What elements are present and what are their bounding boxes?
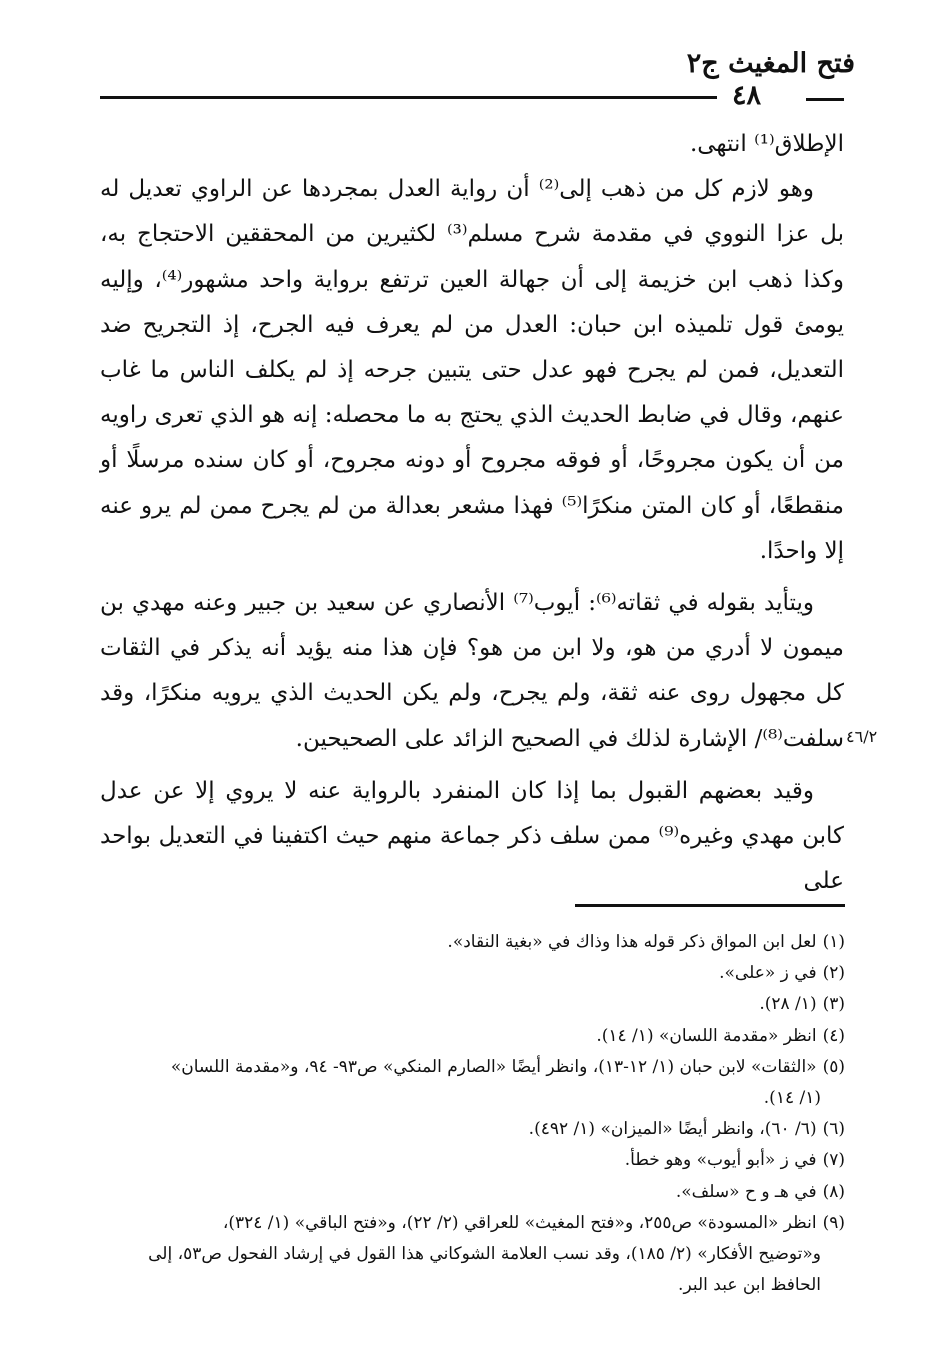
footnote-8 <box>100 1177 845 1208</box>
page-number-rule <box>806 98 844 101</box>
paragraph-1: الإطلاق⁽¹⁾ انتهى. <box>689 131 844 157</box>
footnote-7 <box>100 1145 845 1176</box>
footnote-number: (٣) <box>822 994 845 1015</box>
footnote-5 <box>100 1052 845 1083</box>
footnote-9 <box>100 1208 845 1239</box>
main-text <box>100 122 844 904</box>
paragraph-2: وهو لازم كل من ذهب إلى⁽²⁾ أن رواية العدل بمجردها عن الراوي تعديل له بل عزا النووي في مقدمة شرح مسلم⁽³⁾ لكثيرين من المحققين الاحتجاج به، وكذا ذهب ابن خزيمة إلى أن جهالة العين ترتفع برواية واحد مشهور⁽⁴⁾، وإليه يومئ قول تلميذه ابن حبان: العدل من لم يعرف فيه الجرح، إذ التجريح ضد التعديل، فمن لم يجرح فهو عدل حتى يتبين جرحه إذ لم يكلف الناس ما غاب عنهم، وقال في ضابط الحديث الذي يحتج به ما محصله: إنه هو الذي تعرى راويه من أن يكون مجروحًا، أو فوقه مجروح أو دونه مجروح، أو كان سنده مرسلًا أو منقطعًا، أو كان المتن منكرًا⁽⁵⁾ فهذا مشعر بعدالة من لم يجرح ممن لم يرو عنه إلا واحدًا. <box>100 176 844 564</box>
footnote-4 <box>100 1021 845 1052</box>
footnote-number: (٩) <box>822 1212 845 1233</box>
footnote-number: (٧) <box>822 1150 845 1171</box>
page-number: ٤٨ <box>732 80 762 111</box>
footnote-number: (٢) <box>822 963 845 984</box>
footnote-3 <box>100 989 845 1020</box>
footnote-number: (١) <box>822 932 845 952</box>
header-rule <box>100 96 717 99</box>
paragraph-3: ويتأيد بقوله في ثقاته⁽⁶⁾: أيوب⁽⁷⁾ الأنصاري عن سعيد بن جبير وعنه مهدي بن ميمون لا أدري من هو، ولا ابن من هو؟ فإن هذا منه يؤيد أنه يذكر في الثقات كل مجهول روى عنه ثقة، ولم يجرح، ولم يكن الحديث الذي يرويه منكرًا، وقد سلفت⁽⁸⁾/ الإشارة لذلك في الصحيح الزائد على الصحيحين. <box>100 590 844 752</box>
footnote-text: (١/ ٢٨). <box>759 994 817 1015</box>
footnote-text: في ز «أبو أيوب» وهو خطأ. <box>624 1150 817 1171</box>
footnote-text: في ز «على». <box>719 963 817 984</box>
footnote-text: في هـ و ح «سلف». <box>675 1181 817 1202</box>
footnote-text: «الثقات» لابن حبان (١/ ١٢-١٣)، وانظر أيضًا «الصارم المنكي» ص٩٣- ٩٤، و«مقدمة اللسان» <box>170 1056 817 1077</box>
footnote-text: (٦/ ٦٠)، وانظر أيضًا «الميزان» (١/ ٤٩٢). <box>528 1119 817 1140</box>
footnote-text: انظر «المسودة» ص٢٥٥، و«فتح المغيث» للعراقي (٢/ ٢٢)، و«فتح الباقي» (١/ ٣٢٤)، <box>222 1212 817 1233</box>
footnote-number: (٦) <box>822 1119 845 1140</box>
footnote-separator <box>575 904 845 907</box>
footnote-2 <box>100 958 845 989</box>
footnote-number: (٤) <box>822 1025 845 1046</box>
manuscript-page-marker: ٤٦/٢ <box>846 727 878 746</box>
footnote-text: لعل ابن المواق ذكر قوله هذا وذاك في «بغية النقاد». <box>447 932 817 952</box>
footnote-6 <box>100 1114 845 1145</box>
footnote-number: (٨) <box>822 1181 845 1202</box>
footnote-9-continuation: و«توضيح الأفكار» (٢/ ١٨٥)، وقد نسب العلامة الشوكاني هذا القول في إرشاد الفحول ص٥٣، إلى الحافظ ابن عبد البر. <box>148 1244 821 1296</box>
footnote-1 <box>100 927 845 958</box>
paragraph-4: وقيد بعضهم القبول بما إذا كان المنفرد بالرواية عنه لا يروي إلا عن عدل كابن مهدي وغيره⁽⁹⁾ ممن سلف ذكر جماعة منهم حيث اكتفينا في التعديل بواحد على <box>100 777 845 895</box>
footnotes <box>100 927 845 1301</box>
running-header-title: فتح المغيث ج٢ <box>686 48 855 79</box>
footnote-text: انظر «مقدمة اللسان» (١/ ١٤). <box>596 1025 817 1046</box>
footnote-5-continuation: (١/ ١٤). <box>763 1088 821 1109</box>
footnote-number: (٥) <box>822 1056 845 1077</box>
